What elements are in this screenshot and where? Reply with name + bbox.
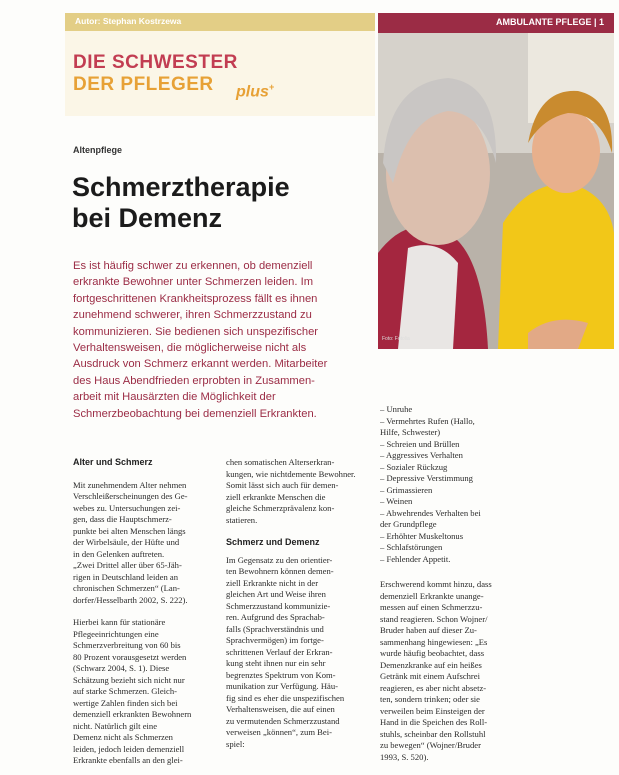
column-1 <box>73 457 217 767</box>
text-line: punkte bei alten Menschen längs <box>73 525 186 536</box>
list-item: – Erhöhter Muskeltonus <box>380 530 464 541</box>
text-line: Pflegeeinrichtungen eine <box>73 628 159 639</box>
text-line: reagieren, es aber nicht absetz- <box>380 682 487 693</box>
symptom-list <box>380 404 530 565</box>
text-line: messen auf einen Schmerzzu- <box>380 602 483 612</box>
lead-line: Schmerzbeobachtung bei demenziell Erkrankten. <box>73 407 317 420</box>
lead-line: zunehmend schwerer, ihren Schmerzzustand zu <box>73 309 312 322</box>
text-line: Hierbei kann für stationäre <box>73 617 166 627</box>
lead-line: erkrankte Bewohner unter Schmerzen leiden. Im <box>73 276 314 289</box>
text-line: schrittenen Verlauf der Erkran- <box>226 646 333 657</box>
text-line: kung steht ihnen nur ein sehr <box>226 658 326 668</box>
list-item: der Grundpflege <box>380 519 437 529</box>
text-line: Demenzkranke auf ein heißes <box>380 659 482 670</box>
text-line: nicht. Natürlich gilt eine <box>73 720 158 731</box>
text-line: ziell Erkrankte nicht in der <box>226 577 319 588</box>
col2-paragraph-2 <box>226 555 370 751</box>
text-line: Im Gegensatz zu den orientier- <box>226 554 333 565</box>
text-line: ziell erkrankte Menschen die <box>226 491 326 502</box>
column-2 <box>226 457 370 750</box>
text-line: demenziell Erkrankte unange- <box>380 590 484 601</box>
author-bar <box>65 13 375 31</box>
text-line: gleichen Art und Weise ihren <box>226 589 326 599</box>
logo-plus-text: plus <box>236 83 269 101</box>
text-line: auf starke Schmerzen. Gleich- <box>73 686 178 696</box>
text-line: wertige Zahlen finden sich bei <box>73 697 178 708</box>
text-line: ren. Aufgrund des Sprachab- <box>226 612 325 622</box>
col1-paragraph-1 <box>73 480 217 607</box>
lead-line: Es ist häufig schwer zu erkennen, ob demenziell <box>73 260 313 272</box>
text-line: sammenhang hingewiesen: „Es <box>380 636 488 647</box>
text-line: (Schwarz 2004, S. 1). Diese <box>73 663 170 673</box>
text-line: zu vermutenden Schmerzzustand <box>226 715 340 726</box>
text-line: statieren. <box>226 514 258 525</box>
author-line: Autor: Stephan Kostrzewa <box>75 16 182 26</box>
text-line: ten, sondern trinken; oder sie <box>380 694 480 704</box>
text-line: „Zwei Drittel aller über 65-Jäh- <box>73 560 182 570</box>
list-item: – Vermehrtes Rufen (Hallo, <box>380 415 475 426</box>
text-line: dorfer/Hesselbarth 2002, S. 222). <box>73 594 188 605</box>
text-line: Demenz nicht als Schmerzen <box>73 732 173 742</box>
text-line: stuhls, scheinbar den Rollstuhl <box>380 728 486 739</box>
lead-line: Verhaltensweisen, die möglicherweise nicht als <box>73 342 307 355</box>
text-line: spiel: <box>226 738 245 749</box>
photo-credit: Foto: Fotolia <box>382 336 410 342</box>
text-line: Getränk mit einem Aufschrei <box>380 671 480 681</box>
text-line: Mit zunehmendem Alter nehmen <box>73 479 187 490</box>
list-item: – Weinen <box>380 496 413 506</box>
magazine-logo-plus: plus+ <box>236 82 275 101</box>
col3-paragraph <box>380 579 530 763</box>
lead-line: fortgeschrittenen Krankheitsprozess fällt es ihnen <box>73 292 318 305</box>
text-line: webes zu. Untersuchungen zei- <box>73 502 181 513</box>
article-kicker: Altenpflege <box>73 145 123 155</box>
lead-line: des Haus Abendfrieden erprobten in Zusammen- <box>73 374 315 387</box>
text-line: Hand in die Speichen des Roll- <box>380 717 488 727</box>
text-line: Schätzung bezieht sich nicht nur <box>73 674 185 685</box>
text-line: chronischen Schmerzen“ (Lan- <box>73 583 180 593</box>
text-line: 80 Prozent vorausgesetzt werden <box>73 651 187 662</box>
text-line: verweilen beim Einsteigen der <box>380 705 485 716</box>
text-line: Schmerzverbreitung von 60 bis <box>73 640 181 650</box>
text-line: chen somatischen Alterserkran- <box>226 457 335 467</box>
list-item: – Aggressives Verhalten <box>380 450 463 460</box>
text-line: ten Bewohnern können demen- <box>226 566 334 576</box>
text-line: rigen in Deutschland leiden an <box>73 571 179 582</box>
text-line: Verschleißerscheinungen des Ge- <box>73 491 188 501</box>
text-line: leiden, jedoch leiden demenziell <box>73 743 185 754</box>
list-item: – Grimassieren <box>380 484 433 495</box>
column-3 <box>380 404 530 763</box>
article-lead <box>73 258 363 422</box>
lead-line: kommunizieren. Sie bedienen sich unspezifischer <box>73 325 319 338</box>
text-line: demenziell erkrankten Bewohnern <box>73 709 192 719</box>
text-line: Sprachvermögen) im fortge- <box>226 635 324 645</box>
text-line: falls (Sprachverständnis und <box>226 623 324 634</box>
section-bar <box>378 13 614 33</box>
text-line: zu bewegen“ (Wojner/Bruder <box>380 740 481 750</box>
text-line: stand reagieren. Schon Wojner/ <box>380 613 488 624</box>
text-line: munikation zur Verfügung. Häu- <box>226 681 339 691</box>
text-line: fig sind es eher die unspezifischen <box>226 692 345 703</box>
heading-schmerz-und-demenz: Schmerz und Demenz <box>226 537 320 547</box>
list-item: – Depressive Verstimmung <box>380 473 473 483</box>
text-line: begrenztes Spektrum von Kom- <box>226 669 336 680</box>
col2-paragraph-1 <box>226 457 370 526</box>
lead-line: arbeit mit Hausärzten die Möglichkeit der <box>73 391 276 404</box>
text-line: Erschwerend kommt hinzu, dass <box>380 579 492 589</box>
magazine-logo-line1: DIE SCHWESTER <box>73 52 238 73</box>
list-item: – Sozialer Rückzug <box>380 461 448 472</box>
lead-line: Ausdruck von Schmerz erkannt werden. Mitarbeiter <box>73 358 328 371</box>
article-photo <box>378 33 614 349</box>
text-line: Schmerzzustand kommunizie- <box>226 600 331 611</box>
article-title: Schmerztherapie bei Demenz <box>72 172 290 233</box>
magazine-logo-line2: DER PFLEGER <box>73 74 214 95</box>
list-item: Hilfe, Schwester) <box>380 427 441 437</box>
text-line: verweisen „können“, zum Bei- <box>226 727 332 737</box>
list-item: – Abwehrendes Verhalten bei <box>380 507 481 518</box>
text-line: Erkrankte ebenfalls an den glei- <box>73 755 183 765</box>
list-item: – Fehlender Appetit. <box>380 553 451 564</box>
text-line: Verhaltensweisen, die auf einen <box>226 704 335 714</box>
col1-paragraph-2 <box>73 617 217 767</box>
text-line: gleiche Schmerzprävalenz kon- <box>226 503 335 513</box>
text-line: 1993, S. 520). <box>380 751 429 762</box>
text-line: gen, dass die Hauptschmerz- <box>73 514 172 524</box>
text-line: in den Gelenken auftreten. <box>73 548 165 559</box>
text-line: kungen, wie nichtdemente Bewohner. <box>226 468 356 479</box>
text-line: Bruder haben auf dieser Zu- <box>380 625 477 635</box>
list-item: – Unruhe <box>380 404 413 414</box>
text-line: wurde häufig beobachtet, dass <box>380 648 485 658</box>
text-line: der Wirbelsäule, der Hüfte und <box>73 537 180 547</box>
list-item: – Schlafstörungen <box>380 542 443 552</box>
text-line: Somit lässt sich auch für demen- <box>226 480 339 490</box>
heading-alter-und-schmerz: Alter und Schmerz <box>73 457 153 467</box>
section-label: AMBULANTE PFLEGE | 1 <box>495 17 604 27</box>
list-item: – Schreien und Brüllen <box>380 438 460 449</box>
